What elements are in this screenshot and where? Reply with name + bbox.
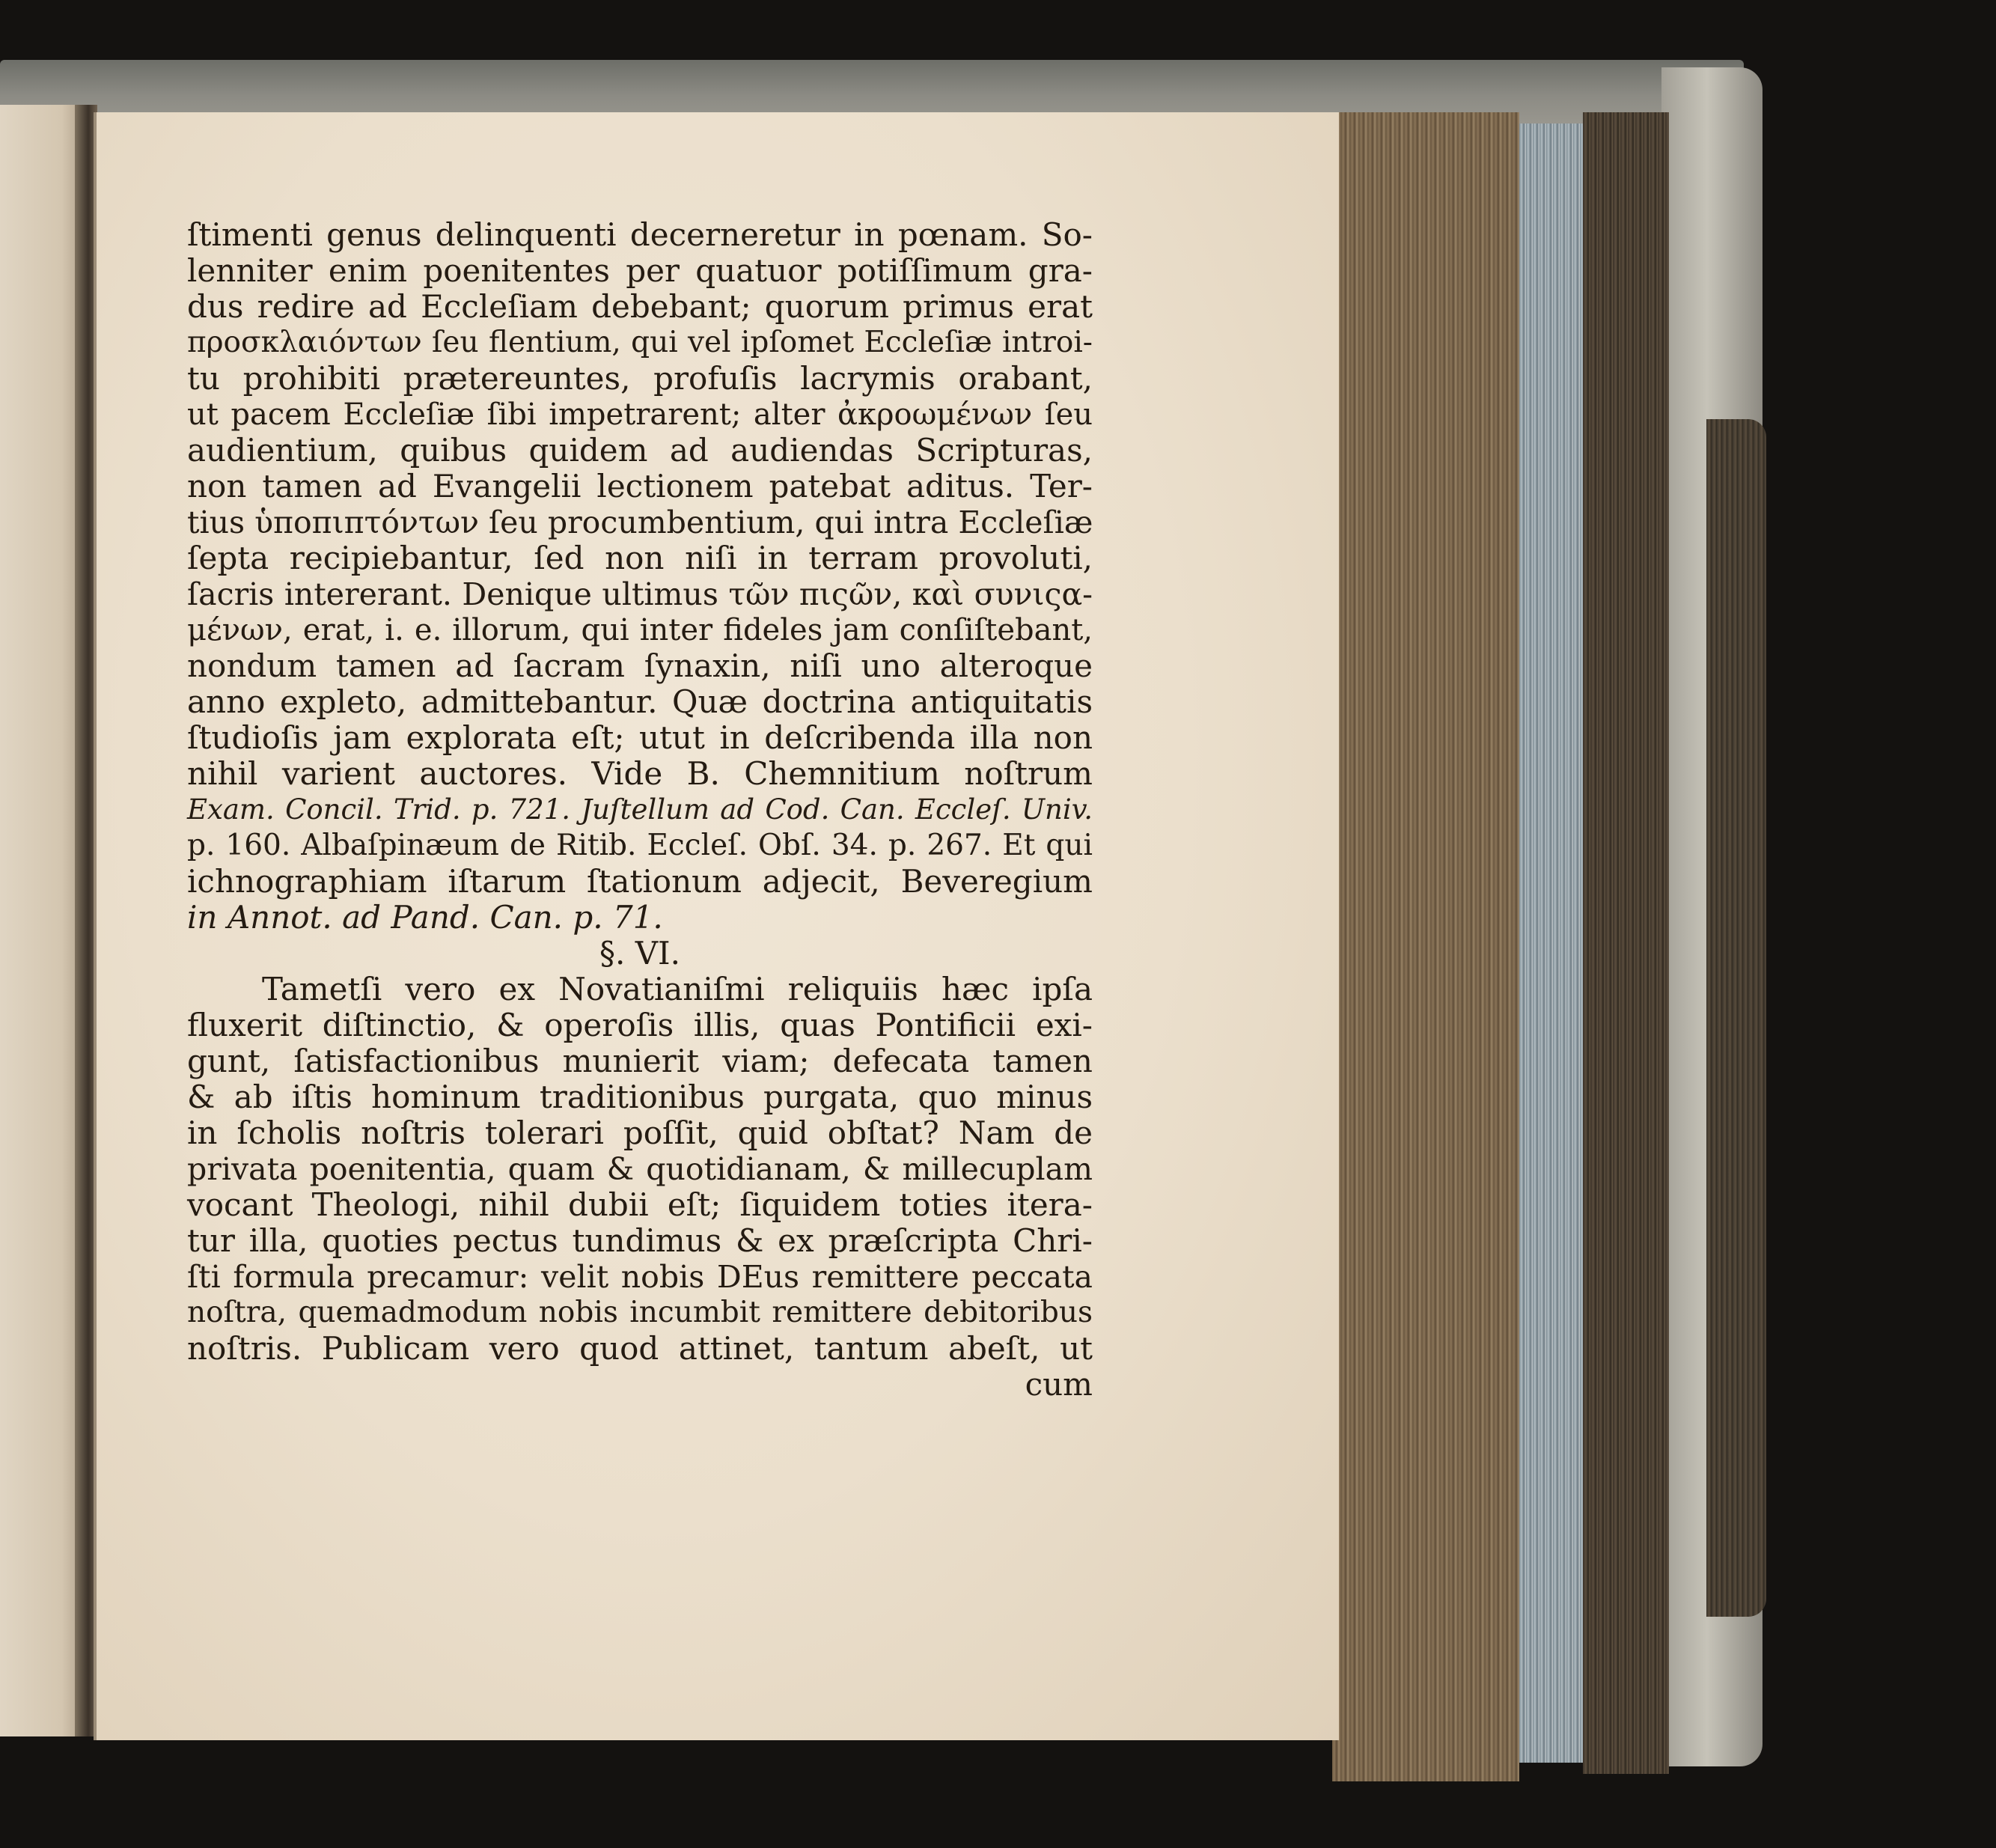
text-line: ſti formula precamur: velit nobis DEus remittere peccata: [187, 1259, 1093, 1295]
text-line: non tamen ad Evangelii lectionem patebat aditus. Ter-: [187, 468, 1093, 504]
text-line: tur illa, quoties pectus tundimus & ex præſcripta Chri-: [187, 1222, 1093, 1259]
text-line: anno expleto, admittebantur. Quæ doctrina antiquitatis: [187, 683, 1093, 720]
text-line: Exam. Concil. Trid. p. 721. Juſtellum ad Cod. Can. Eccleſ. Univ.: [187, 793, 1093, 826]
text-line: lenniter enim poenitentes per quatuor potiſſimum gra-: [187, 252, 1093, 289]
text-line: μένων, erat, i. e. illorum, qui inter fideles jam conſiſtebant,: [187, 613, 1093, 647]
text-line: audientium, quibus quidem ad audiendas Scripturas,: [187, 432, 1093, 469]
text-line: ut pacem Eccleſiæ ſibi impetrarent; alter ἀκροωμένων ſeu: [187, 397, 1093, 432]
text-line: fluxerit diſtinctio, & operoſis illis, quas Pontificii exi-: [187, 1007, 1093, 1043]
text-line: tu prohibiti prætereuntes, profuſis lacrymis orabant,: [187, 360, 1093, 397]
book-cover-shadow: [1706, 419, 1766, 1617]
text-line: nihil varient auctores. Vide B. Chemnitium noſtrum: [187, 755, 1093, 792]
text-line: ſacris intererant. Denique ultimus τῶν πιςῶν, καὶ συνιςα-: [187, 576, 1093, 612]
text-line: in Annot. ad Pand. Can. p. 71.: [187, 899, 663, 936]
text-line: ichnographiam iſtarum ſtationum adjecit, Beveregium: [187, 863, 1093, 900]
page-block-edge-dark: [1583, 112, 1669, 1774]
text-line: ſtimenti genus delinquenti decerneretur in pœnam. So-: [187, 216, 1093, 253]
text-line: ſepta recipiebantur, ſed non niſi in terram provoluti,: [187, 540, 1093, 576]
text-line: ſtudioſis jam explorata eſt; utut in deſcribenda illa non: [187, 719, 1093, 756]
text-line: p. 160. Albaſpinæum de Ritib. Eccleſ. Obſ. 34. p. 267. Et qui: [187, 829, 1093, 862]
page-text: [187, 217, 1093, 1403]
page-block-edge: [1332, 112, 1519, 1781]
text-line: gunt, ſatisfactionibus munierit viam; defecata tamen: [187, 1043, 1093, 1079]
page-block-edge-gray: [1519, 123, 1587, 1763]
text-line: προσκλαιόντων ſeu flentium, qui vel ipſomet Eccleſiæ introi-: [187, 326, 1093, 359]
section-heading: §. VI.: [599, 935, 680, 972]
text-line: dus redire ad Eccleſiam debebant; quorum primus erat: [187, 288, 1093, 325]
text-line: noſtra, quemadmodum nobis incumbit remittere debitoribus: [187, 1296, 1093, 1329]
text-line: privata poenitentia, quam & quotidianam, & millecuplam: [187, 1151, 1093, 1187]
catchword: cum: [1025, 1366, 1093, 1403]
text-line: in ſcholis noſtris tolerari poſſit, quid obſtat? Nam de: [187, 1114, 1093, 1151]
text-line: noſtris. Publicam vero quod attinet, tantum abeſt, ut: [187, 1330, 1093, 1367]
text-line: Tametſi vero ex Novatianiſmi reliquiis hæc ipſa: [262, 971, 1093, 1007]
text-line: vocant Theologi, nihil dubii eſt; ſiquidem toties itera-: [187, 1186, 1093, 1223]
text-line: tius ὑποπιπτόντων ſeu procumbentium, qui intra Eccleſiæ: [187, 504, 1093, 540]
text-line: & ab iſtis hominum traditionibus purgata, quo minus: [187, 1079, 1093, 1115]
text-line: nondum tamen ad ſacram ſynaxin, niſi uno alteroque: [187, 647, 1093, 684]
